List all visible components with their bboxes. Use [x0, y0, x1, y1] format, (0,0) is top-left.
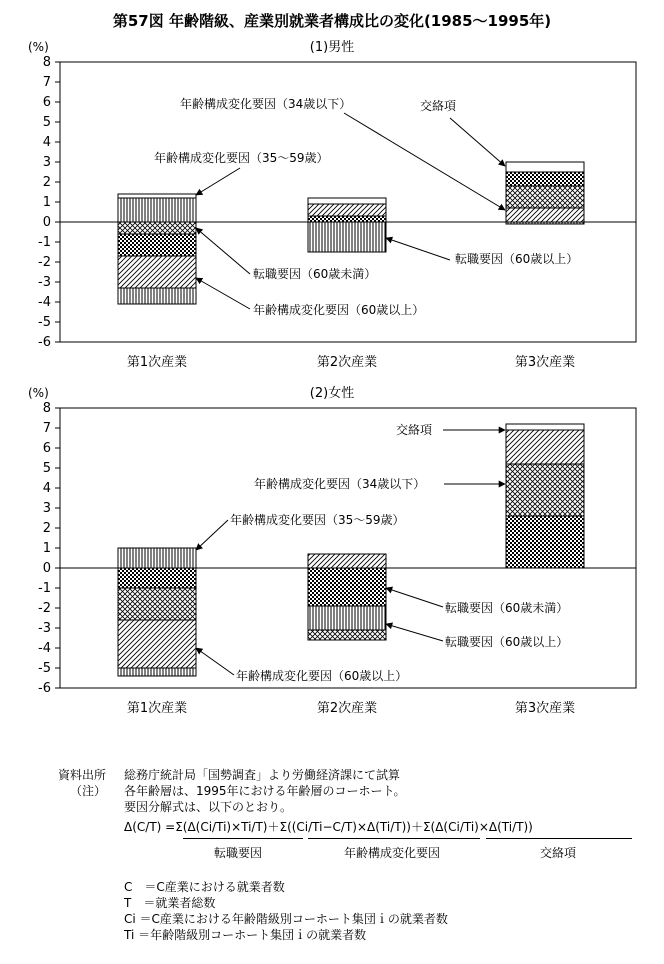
- bar-segment-age-34under: [118, 588, 196, 620]
- annotation-arrow: [450, 118, 505, 166]
- y-tick-label: -2: [38, 255, 51, 270]
- y-tick-label: 1: [42, 541, 51, 556]
- bar-segment-age-60plus: [308, 554, 386, 568]
- bar-segment-age-34under: [506, 186, 584, 208]
- annotation-label: 年齢構成変化要因（60歳以上）: [253, 303, 425, 317]
- bar-segment-age-34under: [308, 630, 386, 640]
- y-tick-label: 7: [42, 75, 51, 90]
- y-tick-label: 5: [42, 115, 51, 130]
- y-tick-label: 5: [42, 461, 51, 476]
- annotation-label: 転職要因（60歳未満）: [445, 601, 569, 615]
- annotation-arrow: [386, 238, 450, 260]
- y-axis-unit: (%): [28, 40, 49, 54]
- y-tick-label: 2: [42, 521, 51, 536]
- annotation-label: 年齢構成変化要因（35～59歳）: [230, 513, 405, 527]
- bar-1: [118, 194, 196, 304]
- y-tick-label: 3: [42, 155, 51, 170]
- note-line-2: 要因分解式は、以下のとおり。: [124, 800, 293, 814]
- panel-title: (2)女性: [309, 386, 355, 401]
- formula-label-interaction: 交絡項: [540, 846, 577, 860]
- bar-segment-job-change-under60: [506, 516, 584, 568]
- category-label: 第3次産業: [514, 701, 576, 716]
- y-tick-label: 4: [42, 135, 51, 150]
- annotation-label: 年齢構成変化要因（35～59歳）: [154, 151, 329, 165]
- bar-segment-age-35-59: [118, 548, 196, 568]
- bar-3: [506, 424, 584, 568]
- annotation-arrow: [196, 228, 250, 274]
- annotation-arrow: [196, 278, 250, 309]
- definition-t: T ＝就業者総数: [124, 896, 216, 910]
- y-axis-unit: (%): [28, 386, 49, 400]
- bar-segment-age-35-59: [118, 198, 196, 222]
- bar-segment-job-change-60plus: [118, 668, 196, 676]
- y-tick-label: -1: [38, 235, 51, 250]
- y-tick-label: -3: [38, 275, 51, 290]
- definition-c: C ＝C産業における就業者数: [124, 880, 285, 894]
- y-tick-label: 7: [42, 421, 51, 436]
- bar-segment-job-change-under60: [308, 568, 386, 606]
- y-tick-label: -3: [38, 621, 51, 636]
- annotation-arrow: [386, 624, 443, 641]
- category-label: 第2次産業: [316, 701, 378, 716]
- annotation-arrow: [386, 588, 443, 607]
- formula-underline-3: [486, 838, 632, 839]
- panel-title: (1)男性: [309, 40, 355, 55]
- formula-underline-1: [183, 838, 303, 839]
- formula-underline-2: [308, 838, 480, 839]
- annotation-arrow: [196, 648, 234, 675]
- bar-segment-age-60plus: [118, 256, 196, 288]
- annotation-arrow: [196, 520, 228, 550]
- y-tick-label: 8: [42, 55, 51, 70]
- note-label: （注）: [70, 784, 107, 798]
- bar-segment-interaction: [506, 424, 584, 430]
- definition-ci: Ci ＝C産業における年齢階級別コーホート集団ｉの就業者数: [124, 912, 448, 926]
- bar-2: [308, 554, 386, 640]
- bar-segment-age-60plus: [506, 208, 584, 222]
- y-tick-label: -6: [38, 335, 51, 350]
- bar-segment-age-34under: [118, 222, 196, 234]
- note-line-1: 各年齢層は、1995年における年齢層のコーホート。: [124, 784, 406, 798]
- annotation-label: 年齢構成変化要因（34歳以下）: [180, 97, 352, 111]
- bar-segment-job-change-60plus: [118, 288, 196, 304]
- annotation-label: 転職要因（60歳以上）: [445, 635, 569, 649]
- y-tick-label: 6: [42, 95, 51, 110]
- bar-segment-interaction: [118, 194, 196, 198]
- y-tick-label: -2: [38, 601, 51, 616]
- y-tick-label: -4: [38, 641, 51, 656]
- chart-male: [0, 38, 664, 374]
- definition-ti: Ti ＝年齢階級別コーホート集団ｉの就業者数: [124, 928, 367, 942]
- category-label: 第2次産業: [316, 355, 378, 370]
- annotation-label: 年齢構成変化要因（34歳以下）: [254, 477, 426, 491]
- bar-segment-interaction: [506, 162, 584, 172]
- category-label: 第3次産業: [514, 355, 576, 370]
- annotation-label: 交絡項: [420, 99, 457, 113]
- source-label: 資料出所: [58, 768, 107, 782]
- bar-segment-job-change-under60: [506, 172, 584, 186]
- bar-segment-job-change-under60: [118, 568, 196, 588]
- bar-segment-job-change-under60: [118, 234, 196, 256]
- formula-label-age-structure: 年齢構成変化要因: [344, 846, 441, 860]
- y-tick-label: 3: [42, 501, 51, 516]
- bar-2: [308, 198, 386, 252]
- formula-label-job-change: 転職要因: [214, 846, 263, 860]
- y-tick-label: -5: [38, 315, 51, 330]
- y-tick-label: 0: [42, 561, 51, 576]
- notes-section: [0, 760, 664, 960]
- category-label: 第1次産業: [126, 701, 188, 716]
- figure-title: 第57図 年齢階級、産業別就業者構成比の変化(1985～1995年): [112, 12, 552, 30]
- y-tick-label: -6: [38, 681, 51, 696]
- y-tick-label: 6: [42, 441, 51, 456]
- y-tick-label: 0: [42, 215, 51, 230]
- bar-segment-interaction: [308, 198, 386, 204]
- bar-1: [118, 548, 196, 676]
- bar-segment-age-34under: [506, 464, 584, 516]
- y-tick-label: 8: [42, 401, 51, 416]
- annotation-arrow: [196, 168, 240, 195]
- y-tick-label: -1: [38, 581, 51, 596]
- bar-segment-job-change-60plus: [308, 222, 386, 252]
- source-text: 総務庁統計局「国勢調査」より労働経済課にて試算: [124, 768, 401, 782]
- bar-segment-job-change-60plus: [308, 606, 386, 630]
- y-tick-label: 2: [42, 175, 51, 190]
- bar-segment-age-60plus: [308, 204, 386, 216]
- decomposition-formula: Δ(C/T) =Σ(Δ(Ci/Ti)×Ti/T)＋Σ((Ci/Ti−C/T)×Δ(Ti/T))＋Σ(Δ(Ci/Ti)×Δ(Ti/T)): [124, 820, 533, 834]
- bar-3: [506, 162, 584, 224]
- y-tick-label: -4: [38, 295, 51, 310]
- chart-female: [0, 384, 664, 720]
- annotation-label: 転職要因（60歳以上）: [455, 252, 579, 266]
- y-tick-label: 1: [42, 195, 51, 210]
- bar-segment-job-change-60plus: [506, 222, 584, 224]
- category-label: 第1次産業: [126, 355, 188, 370]
- annotation-label: 交絡項: [396, 423, 433, 437]
- y-tick-label: 4: [42, 481, 51, 496]
- bar-segment-age-60plus: [118, 620, 196, 668]
- annotation-label: 転職要因（60歳未満）: [253, 267, 377, 281]
- bar-segment-age-60plus: [506, 430, 584, 464]
- annotation-arrow: [344, 113, 505, 210]
- annotation-label: 年齢構成変化要因（60歳以上）: [236, 669, 408, 683]
- bar-segment-job-change-under60: [308, 216, 386, 222]
- y-tick-label: -5: [38, 661, 51, 676]
